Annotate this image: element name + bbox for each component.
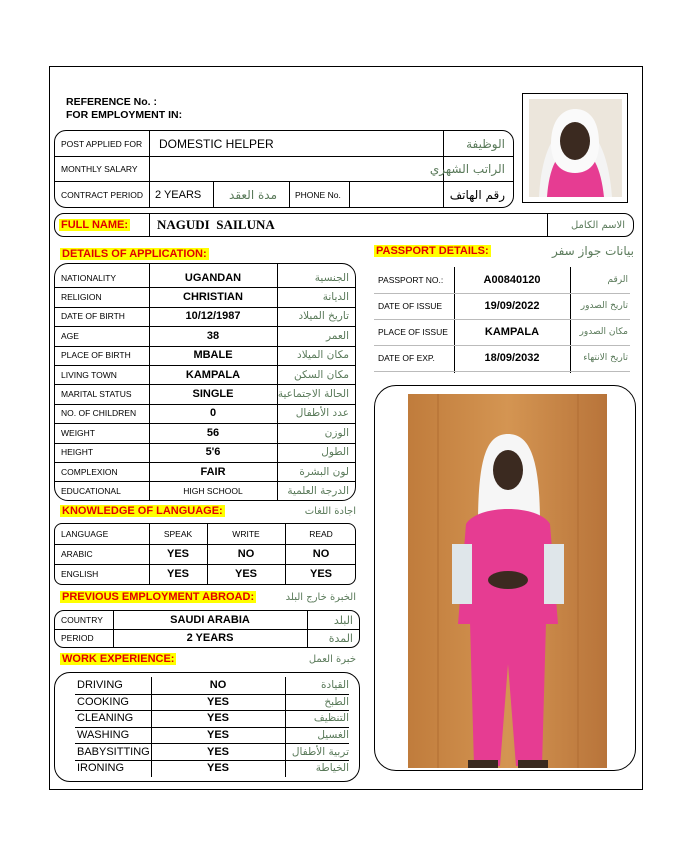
work-value: YES — [206, 712, 229, 725]
details-value: 10/12/1987 — [185, 310, 241, 323]
headshot-photo — [529, 99, 622, 197]
work-ar: تربية الأطفال — [291, 745, 349, 758]
work-value: NO — [209, 679, 227, 692]
full-name-value: NAGUDI SAILUNA — [157, 217, 275, 232]
salary-label: MONTHLY SALARY — [61, 163, 138, 174]
passport-heading-ar: بيانات جواز سفر — [551, 244, 634, 258]
details-ar: العمر — [325, 329, 349, 342]
details-ar: تاريخ الميلاد — [298, 310, 349, 323]
full-body-frame — [374, 385, 636, 771]
language-read: YES — [309, 568, 332, 580]
work-ar: القيادة — [321, 679, 349, 692]
details-value: 38 — [206, 329, 220, 342]
work-ar: الطبخ — [324, 695, 349, 708]
details-ar: لون البشرة — [299, 465, 349, 478]
details-label: RELIGION — [61, 292, 102, 303]
contract-ar: مدة العقد — [229, 187, 277, 202]
language-header: READ — [309, 529, 333, 539]
phone-ar: رقم الهاتف — [449, 187, 505, 202]
details-heading: DETAILS OF APPLICATION: — [62, 248, 207, 260]
details-value: KAMPALA — [185, 368, 241, 381]
passport-ar: تاريخ الصدور — [580, 301, 628, 311]
country-value: SAUDI ARABIA — [170, 614, 250, 626]
application-form — [49, 66, 643, 790]
details-ar: الديانة — [322, 291, 349, 304]
language-speak: YES — [166, 548, 189, 560]
country-label: COUNTRY — [61, 615, 103, 625]
job-box — [54, 130, 514, 208]
details-ar: مكان الميلاد — [297, 349, 349, 362]
phone-label: PHONE No. — [295, 189, 341, 200]
details-label: DATE OF BIRTH — [61, 311, 125, 322]
details-value: 0 — [209, 407, 217, 420]
passport-value: A00840120 — [483, 274, 541, 286]
details-ar: الحالة الاجتماعية — [277, 388, 349, 401]
post-ar: الوظيفة — [466, 136, 505, 151]
details-ar: الجنسية — [314, 271, 349, 284]
work-label: DRIVING — [77, 679, 123, 692]
details-label: MARITAL STATUS — [61, 389, 132, 400]
previous-heading-ar: الخبرة خارج البلد — [285, 591, 356, 603]
details-ar: عدد الأطفال — [295, 407, 349, 420]
work-ar: الغسيل — [317, 729, 349, 742]
language-write: NO — [237, 548, 255, 560]
full-body-photo — [408, 394, 607, 768]
work-table — [54, 672, 360, 782]
details-label: HEIGHT — [61, 447, 94, 458]
language-write: YES — [234, 568, 257, 580]
passport-value: KAMPALA — [484, 326, 540, 338]
salary-ar: الراتب الشهري — [429, 161, 505, 176]
language-read: NO — [312, 548, 330, 560]
work-heading: WORK EXPERIENCE: — [62, 653, 175, 665]
work-ar: الخياطة — [315, 762, 349, 775]
passport-label: DATE OF EXP. — [378, 353, 435, 363]
period-value: 2 YEARS — [186, 632, 234, 644]
work-label: BABYSITTING — [77, 745, 150, 758]
work-value: YES — [206, 695, 229, 708]
language-table — [54, 523, 356, 585]
contract-label: CONTRACT PERIOD — [61, 189, 144, 200]
details-label: EDUCATIONAL — [61, 486, 121, 497]
details-label: PLACE OF BIRTH — [61, 350, 131, 361]
language-name: ARABIC — [61, 549, 93, 559]
period-ar: المدة — [328, 631, 353, 645]
passport-heading: PASSPORT DETAILS: — [376, 245, 489, 257]
language-heading-ar: اجادة اللغات — [304, 505, 356, 517]
work-value: YES — [206, 745, 229, 758]
period-label: PERIOD — [61, 633, 94, 643]
passport-heading-wrap — [374, 244, 634, 258]
details-ar: الوزن — [324, 426, 349, 439]
passport-ar: مكان الصدور — [579, 327, 628, 337]
previous-heading-wrap — [60, 591, 356, 603]
details-label: AGE — [61, 330, 79, 341]
details-label: NATIONALITY — [61, 272, 117, 283]
language-header: LANGUAGE — [61, 529, 109, 539]
post-label: POST APPLIED FOR — [61, 138, 143, 149]
details-heading-wrap — [60, 244, 209, 262]
details-label: COMPLEXION — [61, 466, 118, 477]
passport-label: PASSPORT NO.: — [378, 275, 444, 285]
country-ar: البلد — [333, 613, 353, 627]
work-heading-ar: خبرة العمل — [308, 653, 356, 665]
contract-value: 2 YEARS — [155, 188, 202, 201]
work-label: WASHING — [77, 729, 130, 742]
details-value: 56 — [206, 426, 220, 439]
post-value: DOMESTIC HELPER — [159, 136, 274, 151]
details-value: 5'6 — [205, 446, 221, 459]
details-value: UGANDAN — [184, 271, 242, 284]
work-heading-wrap — [60, 653, 356, 665]
work-value: YES — [206, 729, 229, 742]
passport-label: DATE OF ISSUE — [378, 301, 443, 311]
language-heading: KNOWLEDGE OF LANGUAGE: — [62, 505, 223, 517]
details-value: FAIR — [200, 465, 226, 478]
work-label: CLEANING — [77, 712, 134, 725]
work-label: COOKING — [77, 695, 129, 708]
details-value: CHRISTIAN — [183, 291, 243, 304]
details-ar: مكان السكن — [294, 368, 349, 381]
passport-label: PLACE OF ISSUE — [378, 327, 448, 337]
passport-ar: الرقم — [607, 275, 628, 285]
details-value: MBALE — [193, 349, 233, 362]
details-value: HIGH SCHOOL — [183, 486, 243, 497]
details-label: LIVING TOWN — [61, 369, 117, 380]
details-label: NO. OF CHILDREN — [61, 408, 137, 419]
full-name-box — [54, 213, 634, 237]
language-speak: YES — [166, 568, 189, 580]
full-name-label: FULL NAME: — [61, 219, 129, 231]
previous-heading: PREVIOUS EMPLOYMENT ABROAD: — [62, 591, 255, 603]
header — [66, 96, 182, 122]
language-header: WRITE — [232, 529, 260, 539]
details-ar: الدرجة العلمية — [287, 485, 349, 498]
details-table — [54, 263, 356, 501]
full-name-ar: الاسم الكامل — [570, 219, 625, 231]
details-ar: الطول — [321, 446, 349, 459]
language-name: ENGLISH — [61, 569, 99, 579]
passport-value: 18/09/2032 — [484, 352, 540, 364]
passport-table — [374, 267, 630, 373]
passport-ar: تاريخ الانتهاء — [583, 353, 628, 363]
passport-value: 19/09/2022 — [484, 300, 540, 312]
employment-label: FOR EMPLOYMENT IN: — [66, 109, 183, 121]
reference-label: REFERENCE No. : — [66, 96, 158, 108]
headshot-frame — [522, 93, 628, 203]
work-ar: التنظيف — [313, 712, 349, 725]
details-label: WEIGHT — [61, 427, 95, 438]
work-label: IRONING — [77, 762, 125, 775]
work-value: YES — [206, 762, 229, 775]
previous-table — [54, 610, 360, 648]
details-value: SINGLE — [192, 388, 234, 401]
language-header: SPEAK — [163, 529, 193, 539]
language-heading-wrap — [60, 505, 356, 517]
